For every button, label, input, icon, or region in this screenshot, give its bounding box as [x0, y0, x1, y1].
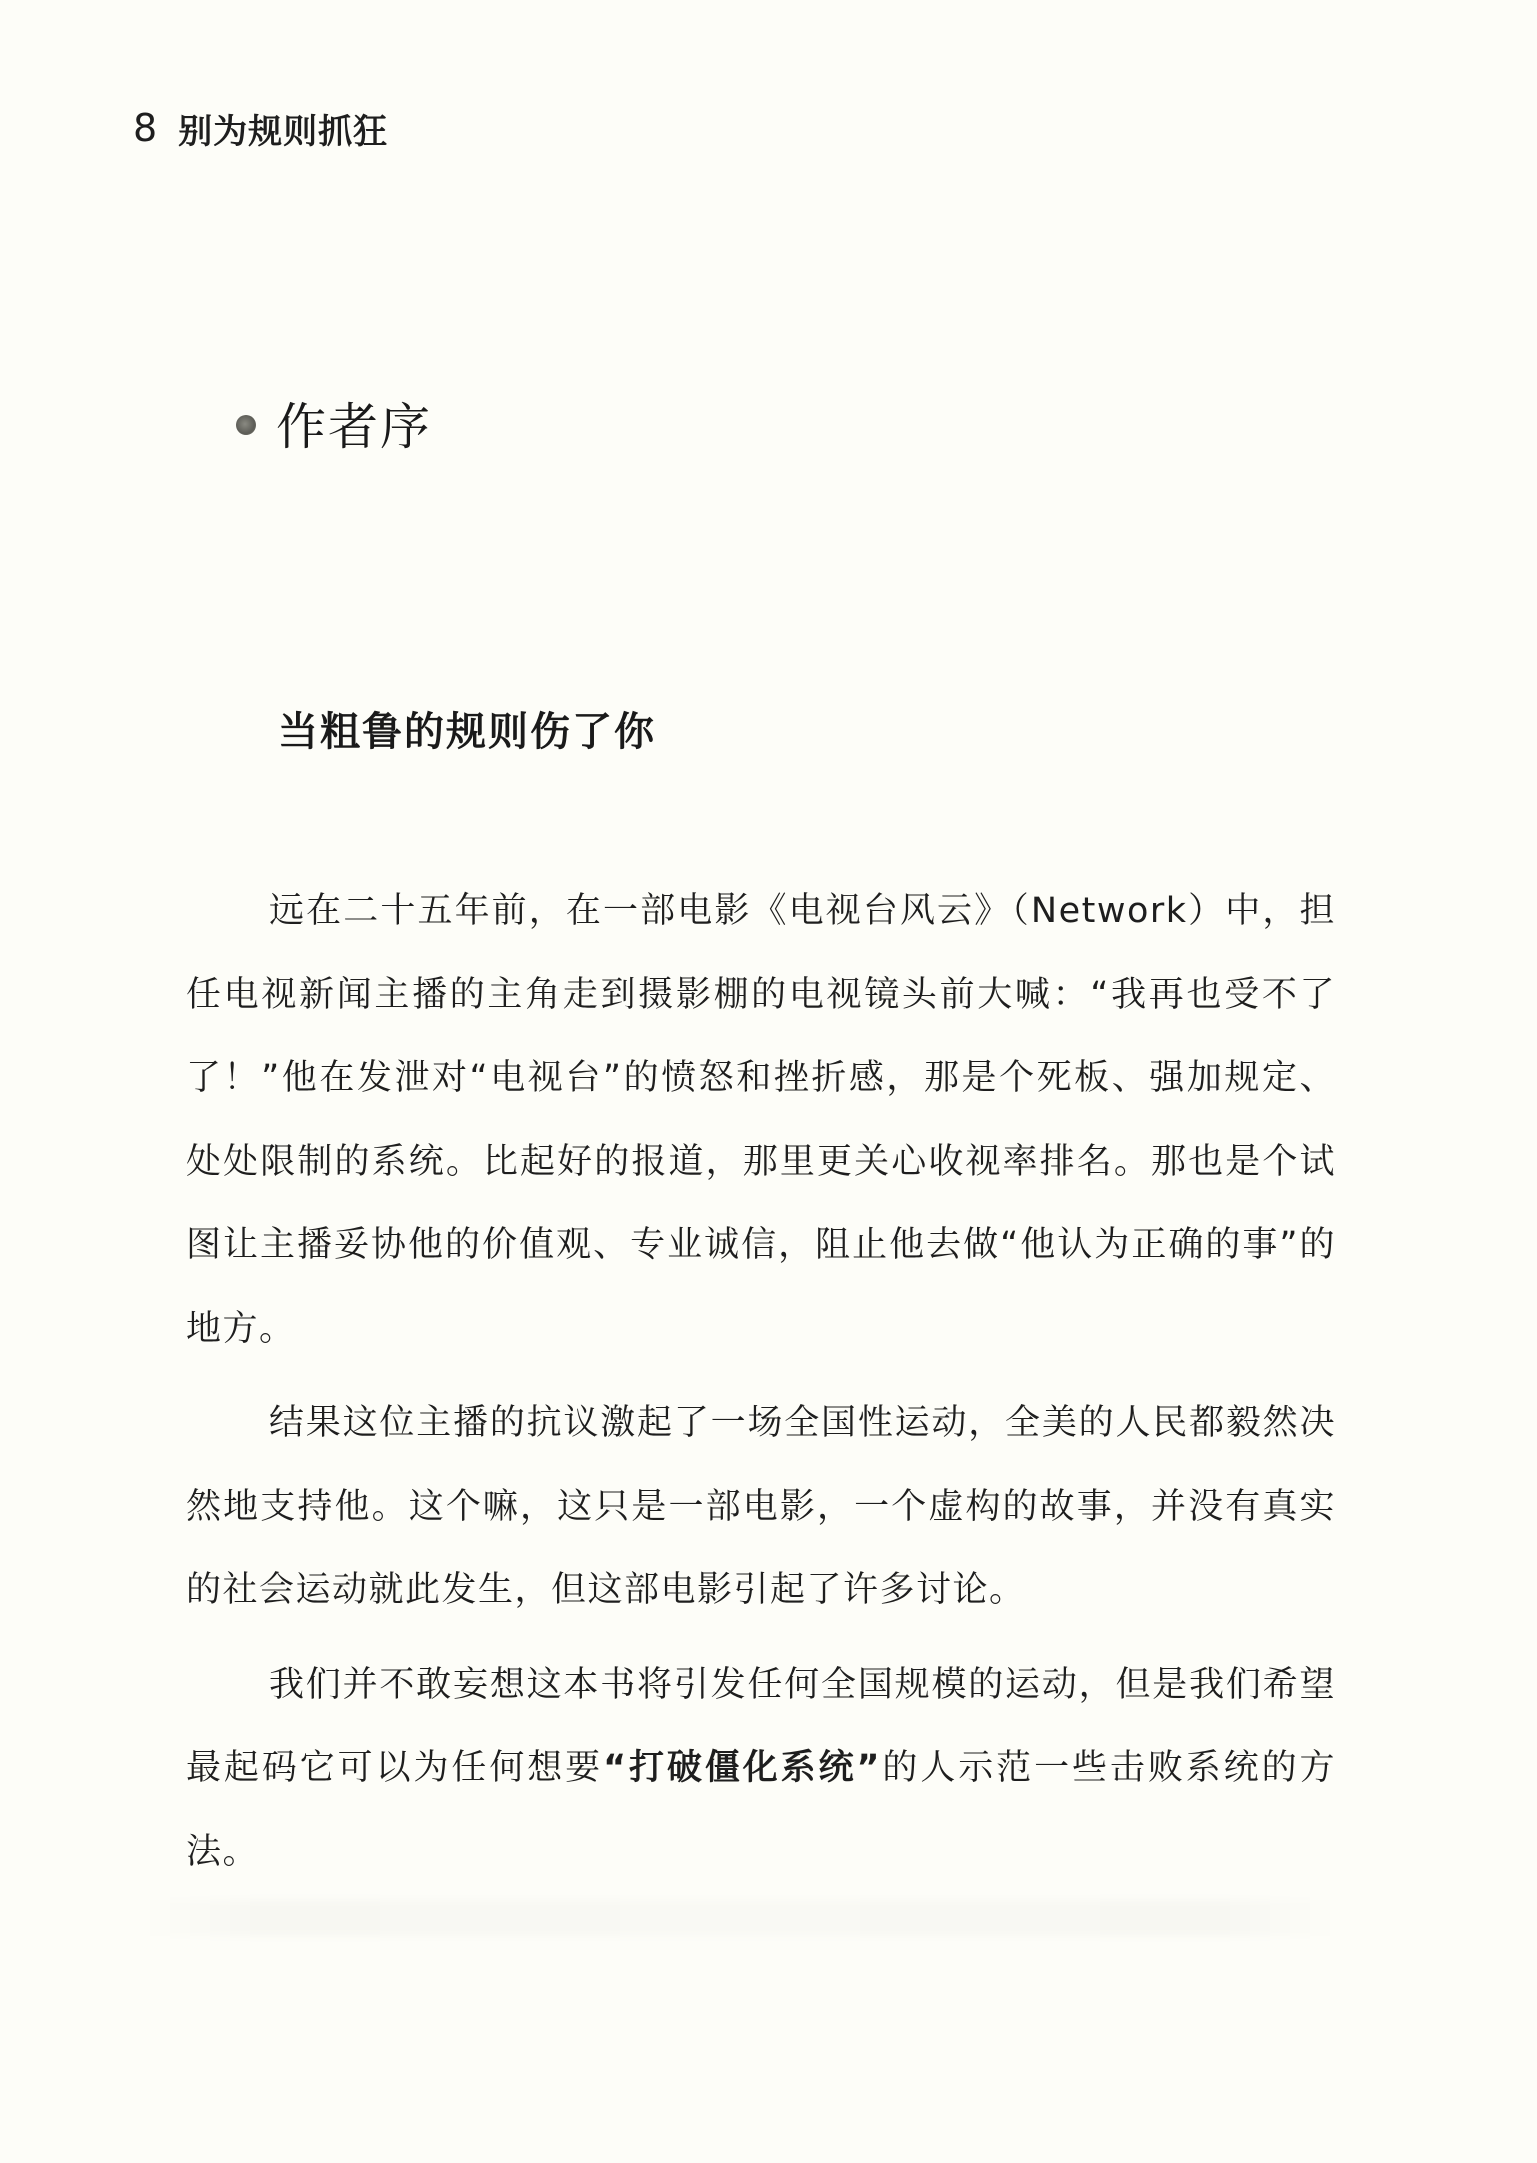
section-heading — [236, 388, 432, 458]
running-header — [133, 100, 388, 156]
dot-bullet-icon — [236, 415, 256, 435]
show-through-artifact — [140, 1900, 1340, 1936]
paragraph-3-text-after: 的人示范一些击败系统的方法。 — [186, 1748, 1336, 1872]
emphasized-phrase: “打破僵化系统” — [603, 1748, 881, 1788]
paragraph-3 — [186, 1644, 1336, 1895]
chapter-subheading: 当粗鲁的规则伤了你 — [278, 709, 656, 755]
page-number: 8 — [133, 106, 159, 150]
paragraph-1: 远在二十五年前，在一部电影《电视台风云》（Network）中，担任电视新闻主播的主角走到摄影棚的电视镜头前大喊：“我再也受不了了！”他在发泄对“电视台”的愤怒和挫折感，那是个死板、强加规定、处处限制的系统。比起好的报道，那里更关心收视率排名。那也是个试图让主播妥协他的价值观、专业诚信，阻止他去做“他认为正确的事”的地方。 — [186, 891, 1336, 1349]
section-title: 作者序 — [276, 398, 432, 456]
paragraph-2: 结果这位主播的抗议激起了一场全国性运动，全美的人民都毅然决然地支持他。这个嘛，这只是一部电影，一个虚构的故事，并没有真实的社会运动就此发生，但这部电影引起了许多讨论。 — [186, 1403, 1336, 1610]
book-title: 别为规则抓狂 — [178, 111, 389, 152]
paragraph-3-text-before: 我们并不敢妄想这本书将引发任何全国规模的运动，但是我们希望最起码它可以为任何想要 — [186, 1664, 1336, 1788]
body-text — [186, 870, 1336, 1905]
